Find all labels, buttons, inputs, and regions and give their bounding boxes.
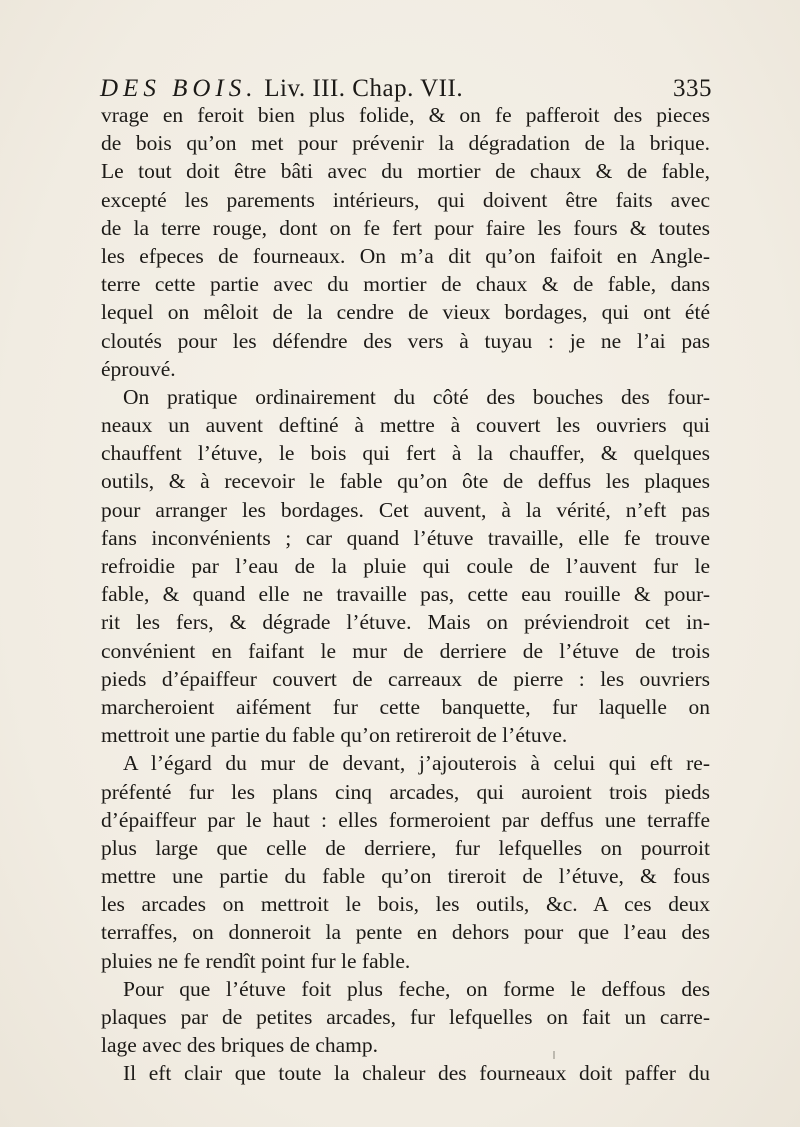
running-head-chapter: Liv. III. Chap. VII. (264, 75, 464, 102)
text-line: plus large que celle de derriere, fur lefquelles on pourroit (101, 835, 710, 860)
text-line: mettroit une partie du fable qu’on retireroit de l’étuve. (101, 723, 568, 748)
text-line: de bois qu’on met pour prévenir la dégradation de la brique. (101, 131, 710, 156)
text-line: refroidie par l’eau de la pluie qui coule de l’auvent fur le (101, 554, 710, 578)
text-line: terraffes, on donneroit la pente en dehors pour que l’eau des (101, 920, 710, 945)
text-line: A l’égard du mur de devant, j’ajouterois à celui qui eft re- (123, 751, 710, 776)
text-line: marcheroient aifément fur cette banquette, fur laquelle on (101, 694, 710, 719)
text-line: les efpeces de fourneaux. On m’a dit qu’on faifoit en Angle- (101, 243, 710, 268)
text-line: les arcades on mettroit le bois, les outils, &c. A ces deux (101, 892, 710, 917)
text-line: rit les fers, & dégrade l’étuve. Mais on préviendroit cet in- (101, 610, 710, 635)
text-line: excepté les parements intérieurs, qui doivent être faits avec (101, 187, 710, 212)
text-line: d’épaiffeur par le haut : elles formeroient par deffus une terraffe (101, 807, 710, 832)
text-line: Pour que l’étuve foit plus feche, on forme le deffous des (123, 976, 710, 1001)
text-line: mettre une partie du fable qu’on tireroit de l’étuve, & fous (101, 864, 710, 889)
text-line: outils, & à recevoir le fable qu’on ôte de deffus les plaques (101, 469, 710, 494)
running-head (100, 74, 712, 104)
body-text (101, 101, 710, 1088)
text-line: fans inconvénients ; car quand l’étuve travaille, elle fe trouve (101, 525, 710, 550)
text-line: préfenté fur les plans cinq arcades, qui auroient trois pieds (101, 779, 710, 804)
text-line: Il eft clair que toute la chaleur des fourneaux doit paffer du (123, 1061, 710, 1086)
text-line: On pratique ordinairement du côté des bouches des four- (123, 384, 710, 409)
text-line: cloutés pour les défendre des vers à tuyau : je ne l’ai pas (101, 328, 710, 353)
text-line: neaux un auvent deftiné à mettre à couvert les ouvriers qui (101, 413, 710, 438)
text-line: de la terre rouge, dont on fe fert pour faire les fours & toutes (101, 215, 710, 240)
text-line: fable, & quand elle ne travaille pas, cette eau rouille & pour- (101, 582, 710, 607)
text-line: plaques par de petites arcades, fur lefquelles on fait un carre- (101, 1005, 710, 1029)
paper-speck (553, 1051, 555, 1059)
text-line: pour arranger les bordages. Cet auvent, à la vérité, n’eft pas (101, 497, 710, 522)
text-line: chauffent l’étuve, le bois qui fert à la chauffer, & quelques (101, 441, 710, 466)
text-line: éprouvé. (101, 356, 176, 381)
page-number: 335 (673, 75, 712, 102)
text-line: terre cette partie avec du mortier de chaux & de fable, dans (101, 272, 710, 297)
text-line: pluies ne fe rendît point fur le fable. (101, 948, 411, 973)
text-line: lequel on mêloit de la cendre de vieux bordages, qui ont été (101, 300, 710, 325)
text-line: convénient en faifant le mur de derriere de l’étuve de trois (101, 638, 710, 663)
text-line: vrage en feroit bien plus folide, & on fe pafferoit des pieces (101, 103, 710, 127)
text-line: pieds d’épaiffeur couvert de carreaux de pierre : les ouvriers (101, 666, 710, 691)
text-line: lage avec des briques de champ. (101, 1033, 378, 1058)
text-line: Le tout doit être bâti avec du mortier de chaux & de fable, (101, 159, 710, 184)
running-head-title: DES BOIS. (100, 75, 258, 102)
